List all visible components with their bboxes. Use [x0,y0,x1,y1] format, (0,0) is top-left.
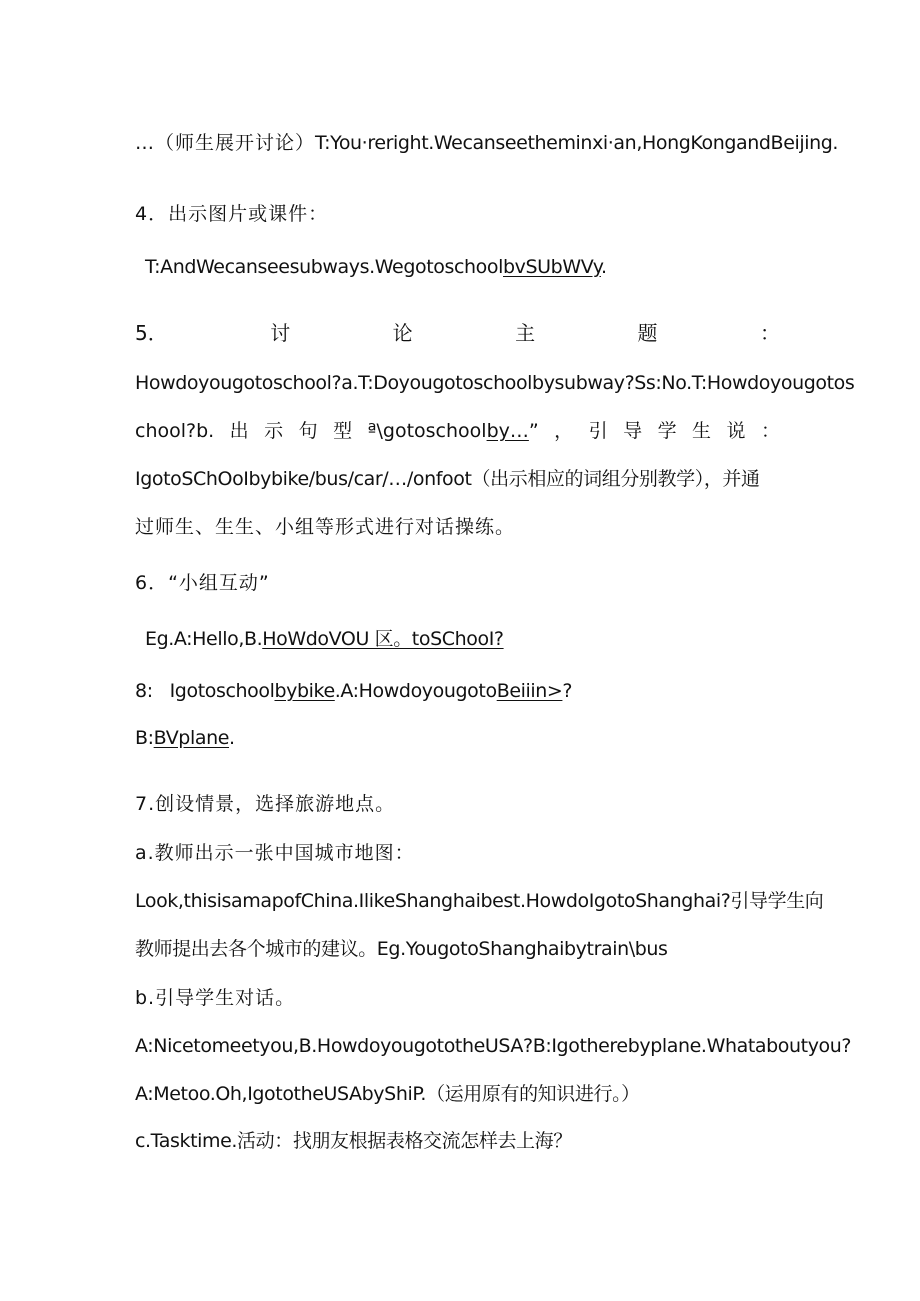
line-2-token: 导 [623,420,643,442]
close-quote: ” [528,420,539,442]
section-6-line-b [135,678,572,704]
section-7-b-line-1: A:Nicetomeetyou,B.HowdoyougototheUSA?B:Igotherebyplane.Whataboutyou? [135,1035,852,1057]
section-4-title: 4．出示图片或课件： [135,203,329,225]
line-2-token: 引 [588,420,608,442]
heading-char: 题 [637,321,658,345]
teacher-reply: T:You·reright.Wecanseetheminxi·an,HongKongandBeijing. [315,132,839,154]
heading-char: 5． [135,321,168,345]
discussion-note: …（师生展开讨论） [135,132,316,154]
heading-char: 讨 [270,321,291,345]
question-text: .A:Howdoyougoto [334,680,497,702]
heading-char: 论 [392,321,413,345]
speaker-label: B: [135,727,154,749]
section-5-line-3: IgotoSChOoIbybike/bus/car/…/onfoot（出示相应的词组分别教学），并通 [135,468,760,490]
sentence-pattern: ª\gotoschool [367,420,487,442]
section-7-a-line-2: 教师提出去各个城市的建议。Eg.YougotoShanghaibytrain\bus [135,938,668,960]
section-5-line-4: 过师生、生生、小组等形式进行对话操练。 [135,516,516,538]
line-2-token: 生 [692,420,712,442]
section-7-b-line-2: A:Metoo.Oh,IgototheUSAbyShiP.（运用原有的知识进行。） [135,1083,640,1105]
section-5-line-2 [135,418,780,444]
section-7-a-title: a.教师出示一张中国城市地图： [135,842,415,864]
section-6-example [145,626,504,652]
answer-text: 8: Igotoschool [135,680,275,702]
section-6-title: 6．“小组互动” [135,572,270,594]
answer-period: . [229,727,235,749]
answer-underlined: BVplane [153,727,230,749]
question-mark: ? [562,680,573,702]
line-2-token: chool?b. [135,420,215,442]
sentence-pattern-underlined: by… [486,420,529,442]
line-2-token: 说 [726,420,746,442]
section-4-line [145,254,607,280]
line-2-token: 型 [333,420,353,442]
line-2-token: ： [760,420,780,442]
section-7-c-line: c.Tasktime.活动：找朋友根据表格交流怎样去上海？ [135,1130,572,1152]
question-underlined: Beiiin> [496,680,563,702]
section-4-underlined: bvSUbWVy [503,256,601,278]
answer-underlined: bybike [274,680,335,702]
example-greeting: Eg.A:Hello,B. [145,628,263,650]
line-2-token: 示 [264,420,284,442]
section-5-heading [135,320,780,346]
heading-char: ： [760,321,780,345]
section-5-line-1: Howdoyougotoschool?a.T:Doyougotoschoolbysubway?Ss:No.T:Howdoyougotos [135,372,855,394]
section-7-b-title: b.引导学生对话。 [135,987,296,1009]
line-2-token: 句 [298,420,318,442]
discussion-line [135,130,838,156]
example-question: HoWdoVOU 区。toSChooI? [262,628,504,650]
line-2-token: 学 [657,420,677,442]
line-2-token: ， [554,420,574,442]
section-4-period: . [600,256,607,278]
section-7-a-line-1: Look,thisisamapofChina.IlikeShanghaibest.HowdoIgotoShanghai?引导学生向 [135,890,824,912]
section-4-text: T:AndWecanseesubways.Wegotoschool [145,256,503,278]
line-2-token [368,418,539,444]
heading-char: 主 [515,321,536,345]
line-2-token: 出 [229,420,249,442]
section-6-line-c [135,725,235,751]
section-7-title: 7.创设情景，选择旅游地点。 [135,793,396,815]
